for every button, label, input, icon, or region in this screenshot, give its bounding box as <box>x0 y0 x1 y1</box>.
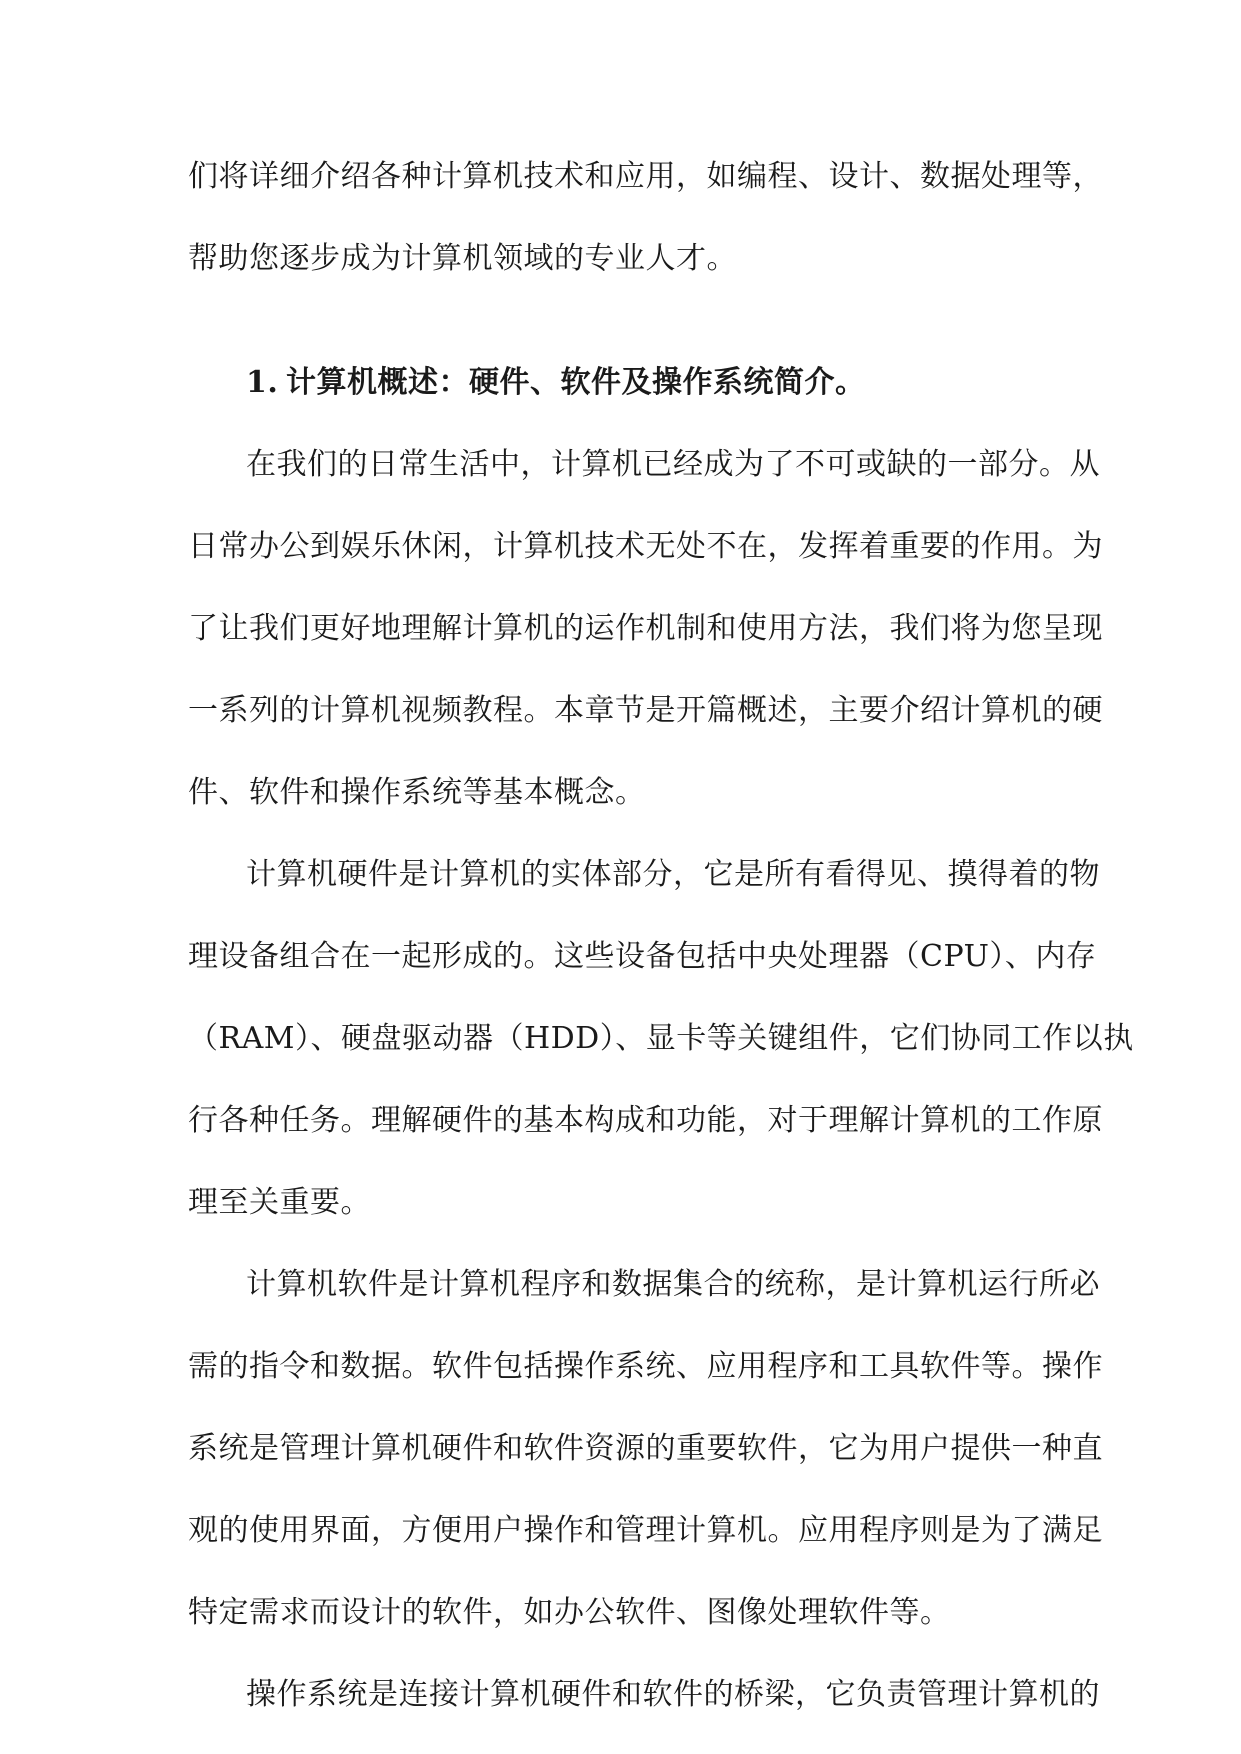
text-line: 计算机软件是计算机程序和数据集合的统称，是计算机运行所必 <box>246 1267 1100 1302</box>
text-line: 观的使用界面，方便用户操作和管理计算机。应用程序则是为了满足 <box>188 1513 1103 1548</box>
spacer <box>188 300 1048 342</box>
section-title: 计算机概述：硬件、软件及操作系统简介。 <box>286 365 866 400</box>
text-line: 一系列的计算机视频教程。本章节是开篇概述，主要介绍计算机的硬 <box>188 693 1103 728</box>
text-line: 操作系统是连接计算机硬件和软件的桥梁，它负责管理计算机的 <box>246 1677 1100 1712</box>
section-number: 1. <box>246 365 279 400</box>
text-line: 行各种任务。理解硬件的基本构成和功能，对于理解计算机的工作原 <box>188 1103 1103 1138</box>
paragraph-hardware <box>188 834 1134 1244</box>
text-line: 帮助您逐步成为计算机领域的专业人才。 <box>188 241 737 276</box>
paragraph-overview <box>188 424 1103 834</box>
text-line: 计算机硬件是计算机的实体部分，它是所有看得见、摸得着的物 <box>246 857 1100 892</box>
text-line: 了让我们更好地理解计算机的运作机制和使用方法，我们将为您呈现 <box>188 611 1103 646</box>
document-body <box>188 136 1134 1736</box>
text-line: 系统是管理计算机硬件和软件资源的重要软件，它为用户提供一种直 <box>188 1431 1103 1466</box>
text-line: 日常办公到娱乐休闲，计算机技术无处不在，发挥着重要的作用。为 <box>188 529 1103 564</box>
text-line: 们将详细介绍各种计算机技术和应用，如编程、设计、数据处理等， <box>188 159 1103 194</box>
text-line: 在我们的日常生活中，计算机已经成为了不可或缺的一部分。从 <box>246 447 1100 482</box>
paragraph-software <box>188 1244 1103 1654</box>
text-line: 特定需求而设计的软件，如办公软件、图像处理软件等。 <box>188 1595 951 1630</box>
text-line: 件、软件和操作系统等基本概念。 <box>188 775 646 810</box>
section-heading <box>188 342 1048 424</box>
text-line: （RAM）、硬盘驱动器（HDD）、显卡等关键组件，它们协同工作以执 <box>188 1021 1134 1056</box>
paragraph-operating-system <box>188 1654 1100 1736</box>
text-line: 理设备组合在一起形成的。这些设备包括中央处理器（CPU）、内存 <box>188 939 1097 974</box>
text-line: 需的指令和数据。软件包括操作系统、应用程序和工具软件等。操作 <box>188 1349 1103 1384</box>
intro-paragraph <box>188 136 1103 300</box>
text-line: 理至关重要。 <box>188 1185 371 1220</box>
